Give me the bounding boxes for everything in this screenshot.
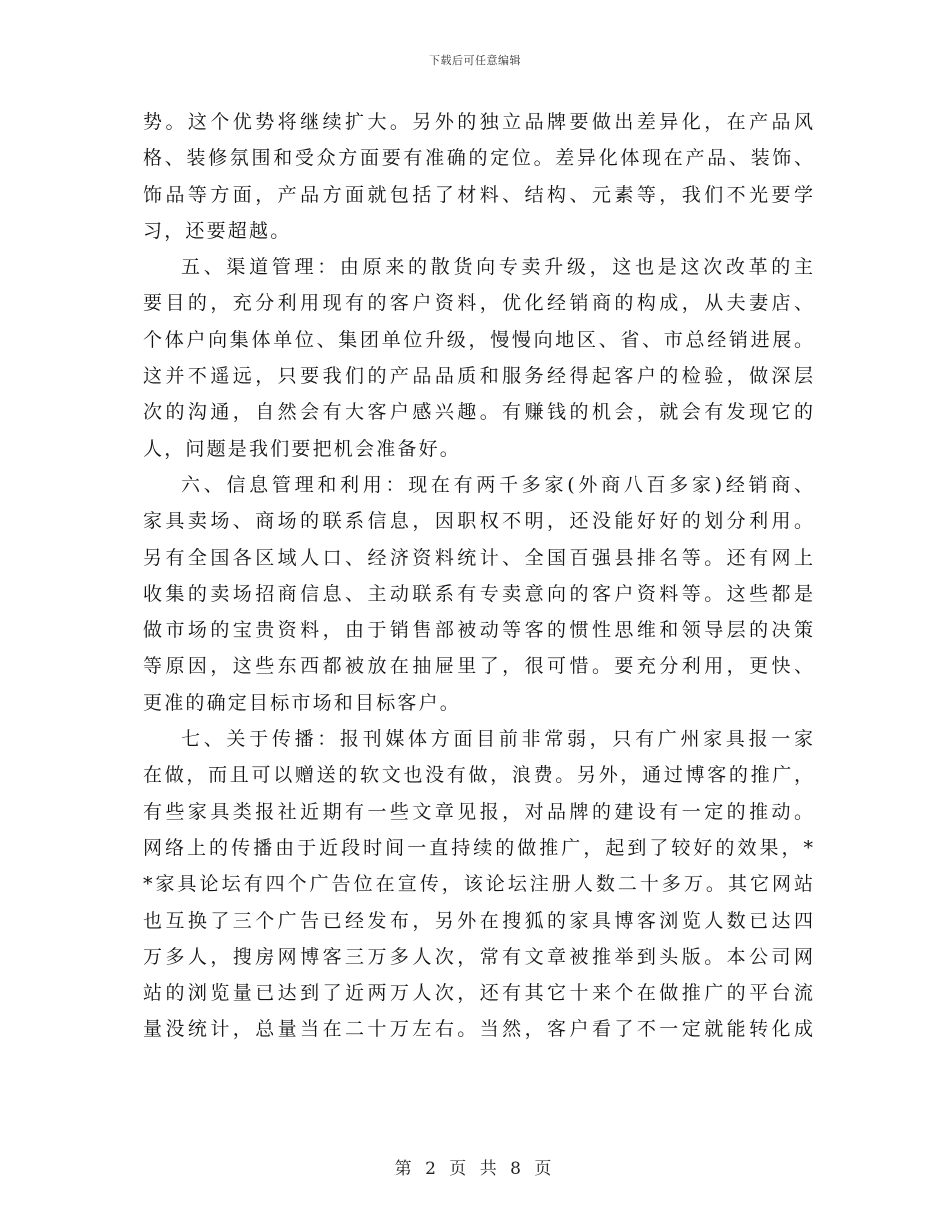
page-header: 下载后可任意编辑 (429, 54, 521, 67)
paragraph-line: 站的浏览量已达到了近两万人次，还有其它十来个在做推广的平台流 (143, 982, 813, 1005)
paragraph-line: 这并不遥远，只要我们的产品品质和服务经得起客户的检验，做深层 (143, 365, 813, 388)
paragraph-line: 另有全国各区域人口、经济资料统计、全国百强县排名等。还有网上 (143, 546, 813, 569)
paragraph-line: 人，问题是我们要把机会准备好。 (143, 437, 462, 460)
paragraph-line: 万多人，搜房网博客三万多人次，常有文章被推举到头版。本公司网 (143, 945, 813, 968)
paragraph-line: 等原因，这些东西都被放在抽屉里了，很可惜。要充分利用，更快、 (143, 655, 813, 678)
paragraph-line: 更准的确定目标市场和目标客户。 (143, 691, 462, 714)
paragraph-line: 个体户向集体单位、集团单位升级，慢慢向地区、省、市总经销进展。 (143, 328, 813, 351)
paragraph-line: 饰品等方面，产品方面就包括了材料、结构、元素等，我们不光要学 (143, 183, 813, 206)
paragraph-line: 有些家具类报社近期有一些文章见报，对品牌的建设有一定的推动。 (143, 800, 813, 823)
paragraph-line: 次的沟通，自然会有大客户感兴趣。有赚钱的机会，就会有发现它的 (143, 401, 813, 424)
paragraph-line: 收集的卖场招商信息、主动联系有专卖意向的客户资料等。这些都是 (143, 582, 813, 605)
paragraph-line: 做市场的宝贵资料，由于销售部被动等客的惯性思维和领导层的决策 (143, 619, 813, 642)
document-body (143, 104, 813, 1048)
paragraph-line: 家具卖场、商场的联系信息，因职权不明，还没能好好的划分利用。 (143, 510, 813, 533)
paragraph-line: 格、装修氛围和受众方面要有准确的定位。差异化体现在产品、装饰、 (143, 147, 813, 170)
paragraph-line: 量没统计，总量当在二十万左右。当然，客户看了不一定就能转化成 (143, 1018, 813, 1041)
paragraph-line: 要目的，充分利用现有的客户资料，优化经销商的构成，从夫妻店、 (143, 292, 813, 315)
paragraph-line: 七、关于传播：报刊媒体方面目前非常弱，只有广州家具报一家 (181, 728, 813, 751)
paragraph-line: 在做，而且可以赠送的软文也没有做，浪费。另外，通过博客的推广， (143, 764, 813, 787)
paragraph-line: 势。这个优势将继续扩大。另外的独立品牌要做出差异化，在产品风 (143, 111, 813, 133)
page-number: 第 2 页 共 8 页 (394, 1159, 556, 1179)
paragraph-line: 六、信息管理和利用：现在有两千多家(外商八百多家)经销商、 (181, 473, 813, 496)
paragraph-line: 网络上的传播由于近段时间一直持续的做推广，起到了较好的效果，* (143, 836, 813, 859)
paragraph-line: 习，还要超越。 (143, 219, 292, 242)
paragraph-line: *家具论坛有四个广告位在宣传，该论坛注册人数二十多万。其它网站 (143, 873, 813, 896)
paragraph-line: 五、渠道管理：由原来的散货向专卖升级，这也是这次改革的主 (181, 256, 813, 279)
paragraph-line: 也互换了三个广告已经发布，另外在搜狐的家具博客浏览人数已达四 (143, 909, 813, 932)
